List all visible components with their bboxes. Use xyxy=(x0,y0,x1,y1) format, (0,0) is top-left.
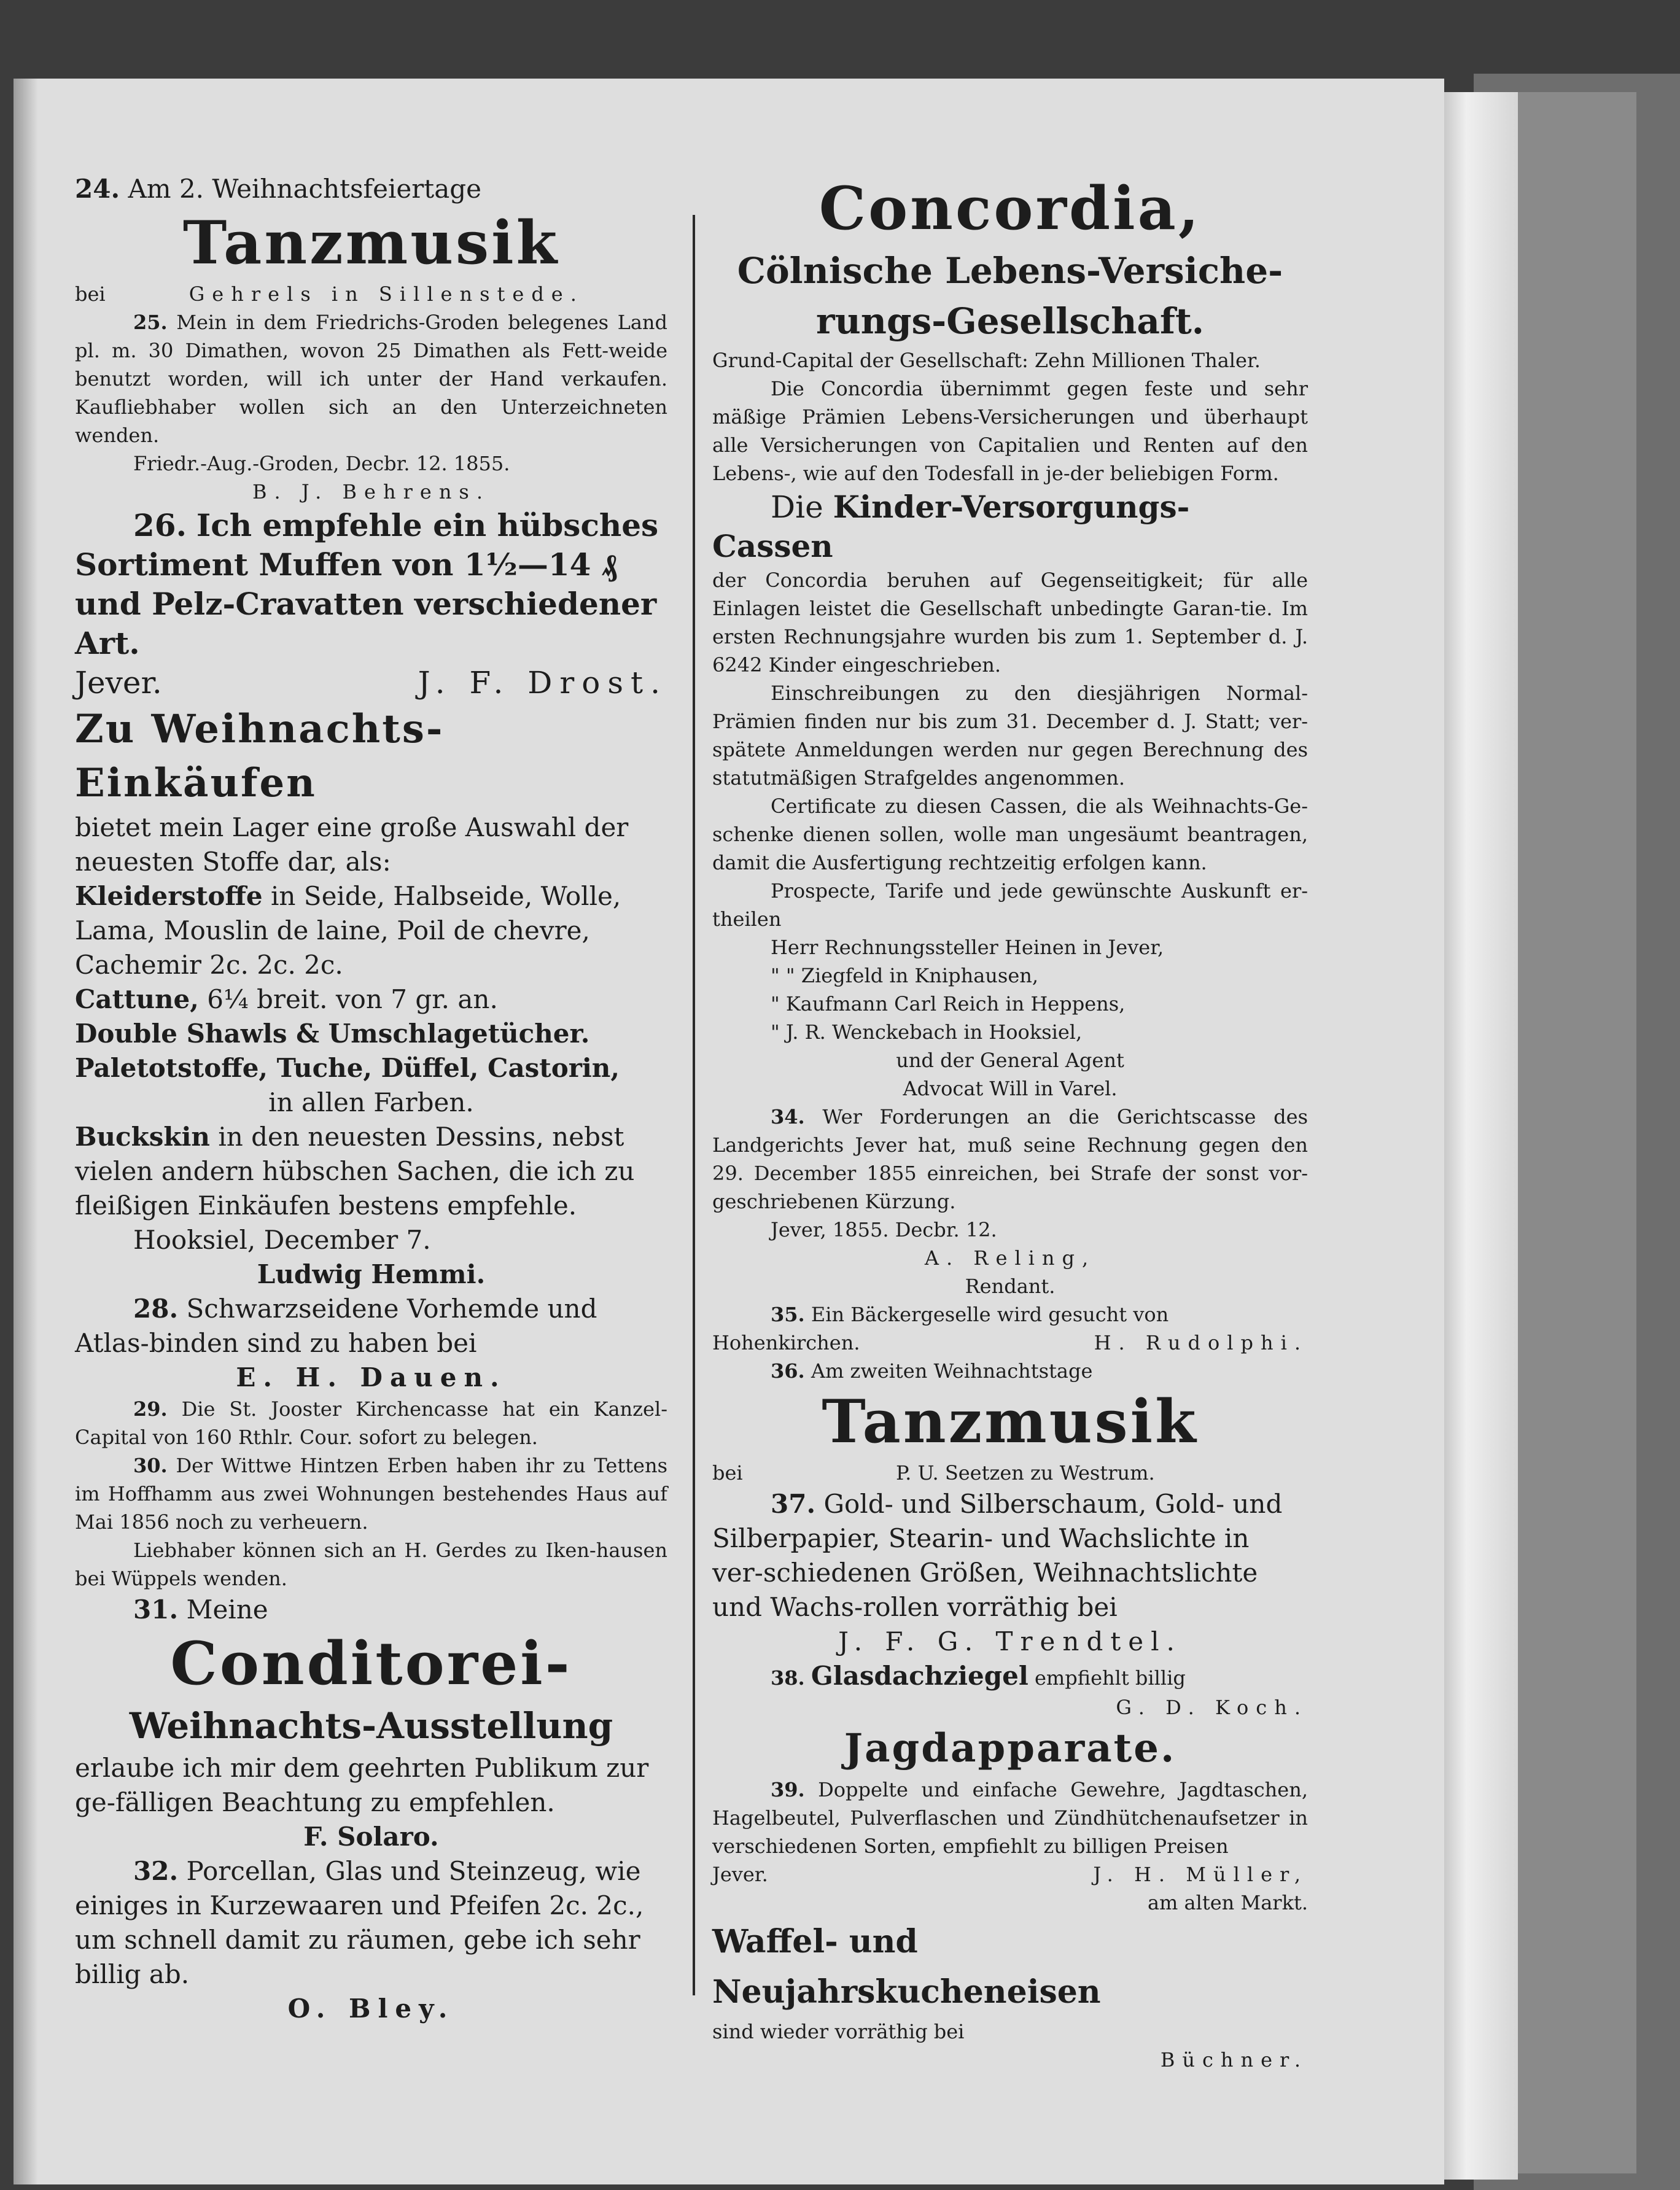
ad-number: 25. xyxy=(133,311,168,334)
ad-subhead: Paletotstoffe, Tuche, Düffel, Castorin, xyxy=(75,1053,620,1083)
ad-role: Rendant. xyxy=(965,1275,1056,1298)
ad-signature: B. J. Behrens. xyxy=(252,480,491,503)
ad-text-5: Prospecte, Tarife und jede gewünschte Auskunft er-theilen xyxy=(712,879,1308,931)
ad-line: Am zweiten Weihnachtstage xyxy=(811,1359,1093,1383)
ad-40 xyxy=(712,1917,1308,2074)
ad-text: Ich empfehle ein hübsches Sortiment Muffen von 1½—14 ₰ und Pelz-Cravatten verschiedener Art. xyxy=(75,507,659,661)
ad-subhead: Glasdachziegel xyxy=(811,1661,1029,1691)
page-edge xyxy=(1444,92,1518,2180)
ad-subhead: Buckskin xyxy=(75,1122,210,1152)
ad-agent: Herr Rechnungssteller Heinen in Jever, xyxy=(771,936,1164,959)
ad-text: Die St. Jooster Kirchencasse hat ein Kanzel-Capital von 160 Rthlr. Cour. sofort zu belegen. xyxy=(75,1397,668,1449)
ad-bei: bei xyxy=(75,282,106,306)
ad-25 xyxy=(75,308,667,506)
ad-signature: J. H. Müller, xyxy=(1093,1863,1308,1886)
ad-number: 38. xyxy=(771,1666,805,1690)
ad-text: 6¼ breit. von 7 gr. an. xyxy=(207,984,498,1014)
ad-signature: F. Solaro. xyxy=(303,1822,439,1852)
ad-text: Porcellan, Glas und Steinzeug, wie einiges in Kurzewaaren und Pfeifen 2c. 2c., um schnell damit zu räumen, gebe ich sehr billig ab. xyxy=(75,1856,644,1989)
ad-signature: J. F. Drost. xyxy=(418,665,667,701)
ad-27 xyxy=(75,702,667,1292)
ad-number: 32. xyxy=(133,1856,179,1886)
ad-text-4: Certificate zu diesen Cassen, die als Weihnachts-Ge-schenke dienen sollen, wolle man ungesäumt beantragen, damit die Ausfertigung rechtzeitig erfolgen kann. xyxy=(712,794,1308,874)
right-column xyxy=(712,172,1308,2074)
ad-32 xyxy=(75,1854,667,2026)
ad-signature: J. F. G. Trendtel. xyxy=(838,1626,1182,1656)
ad-title: Concordia, xyxy=(819,174,1202,243)
gutter-shadow xyxy=(14,79,38,2184)
ad-agent: " J. R. Wenckebach in Hooksiel, xyxy=(771,1020,1083,1044)
ad-number: 28. xyxy=(133,1294,179,1324)
ad-date: Friedr.-Aug.-Groden, Decbr. 12. 1855. xyxy=(133,452,510,475)
ad-host: Gehrels in Sillenstede. xyxy=(189,282,584,306)
ad-text-2: der Concordia beruhen auf Gegenseitigkeit; für alle Einlagen leistet die Gesellschaft unbedingte Garan-tie. Im ersten Rechnungsjahre wurden bis zum 1. September d. J. 6242 Kinder eingeschrieben. xyxy=(712,569,1308,677)
ad-host: P. U. Seetzen zu Westrum. xyxy=(896,1461,1155,1485)
ad-38 xyxy=(712,1659,1308,1722)
ad-intro: bietet mein Lager eine große Auswahl der neuesten Stoffe dar, als: xyxy=(75,812,629,877)
ad-number: 30. xyxy=(133,1454,168,1477)
ad-title: Waffel- und Neujahrskucheneisen xyxy=(712,1923,1101,2011)
ad-number: 24. xyxy=(75,174,120,204)
ad-subhead: Kinder-Versorgungs-Cassen xyxy=(712,489,1190,564)
ad-37 xyxy=(712,1487,1308,1659)
ad-date: Hooksiel, December 7. xyxy=(133,1225,431,1255)
ad-text: in den neuesten Dessins, nebst vielen andern hübschen Sachen, die ich zu fleißigen Einkäufen bestens empfehle. xyxy=(75,1122,635,1221)
ad-agent: " Kaufmann Carl Reich in Heppens, xyxy=(771,992,1126,1015)
ad-signature: H. Rudolphi. xyxy=(1094,1331,1308,1354)
ad-text: Mein in dem Friedrichs-Groden belegenes Land pl. m. 30 Dimathen, wovon 25 Dimathen als Fett-weide benutzt worden, will ich unter der Hand verkaufen. Kaufliebhaber wollen sich an den Unterzeichneten wenden. xyxy=(75,311,668,447)
ad-31 xyxy=(75,1593,667,1854)
ad-signature: Büchner. xyxy=(1160,2048,1308,2072)
ad-text-2: Liebhaber können sich an H. Gerdes zu Iken-hausen bei Wüppels wenden. xyxy=(75,1539,667,1590)
ad-29 xyxy=(75,1395,667,1451)
ad-24 xyxy=(75,172,667,308)
ad-number: 29. xyxy=(133,1397,168,1421)
ad-text: Ein Bäckergeselle wird gesucht von xyxy=(811,1303,1169,1326)
ad-place: Jever. xyxy=(712,1863,768,1886)
ad-signature: G. D. Koch. xyxy=(1116,1696,1308,1719)
ad-title: Tanzmusik xyxy=(822,1387,1199,1456)
ad-signature: A. Reling, xyxy=(924,1246,1096,1270)
ad-36 xyxy=(712,1357,1308,1487)
ad-28 xyxy=(75,1292,667,1395)
ad-number: 39. xyxy=(771,1778,805,1801)
column-divider xyxy=(693,215,695,1995)
ad-subhead: Cattune, xyxy=(75,984,199,1014)
ad-text: erlaube ich mir dem geehrten Publikum zur ge-fälligen Beachtung zu empfehlen. xyxy=(75,1753,649,1817)
ad-subtitle: Cölnische Lebens-Versiche-rungs-Gesellschaft. xyxy=(737,250,1283,342)
ad-agent: Advocat Will in Varel. xyxy=(903,1077,1118,1100)
ad-text: Wer Forderungen an die Gerichtscasse des Landgerichts Jever hat, muß seine Rechnung gegen den 29. December 1855 einreichen, bei Strafe der sonst vor-geschriebenen Kürzung. xyxy=(712,1105,1309,1213)
ad-title: Jagdapparate. xyxy=(844,1725,1176,1771)
ad-line: Meine xyxy=(186,1594,268,1625)
ad-die: Die xyxy=(771,489,823,525)
ad-number: 37. xyxy=(771,1489,816,1519)
ad-subhead: Double Shawls & Umschlagetücher. xyxy=(75,1019,590,1049)
ad-signature-2: am alten Markt. xyxy=(1147,1891,1308,1914)
ad-text: Gold- und Silberschaum, Gold- und Silberpapier, Stearin- und Wachslichte in ver-schiedenen Größen, Weihnachtslichte und Wachs-rollen vorräthig bei xyxy=(712,1489,1283,1622)
ad-title-2: Weihnachts-Ausstellung xyxy=(129,1705,613,1747)
ad-text: Die Concordia übernimmt gegen feste und sehr mäßige Prämien Lebens-Versicherungen und überhaupt alle Versicherungen von Capitalien und Renten auf den Lebens-, wie auf den Todesfall in je-der beliebigen Form. xyxy=(712,377,1308,485)
ad-capital: Grund-Capital der Gesellschaft: Zehn Millionen Thaler. xyxy=(712,349,1261,372)
ad-title: Tanzmusik xyxy=(182,208,560,278)
ad-number: 26. xyxy=(133,507,187,543)
ad-signature: Ludwig Hemmi. xyxy=(257,1259,486,1289)
ad-text: in Seide, Halbseide, Wolle, Lama, Mouslin de laine, Poil de chevre, Cachemir 2c. 2c. 2c. xyxy=(75,881,621,980)
ad-number: 36. xyxy=(771,1359,805,1383)
ad-place: Jever. xyxy=(75,665,162,701)
ad-34 xyxy=(712,1103,1308,1300)
ad-text: Schwarzseidene Vorhemde und Atlas-binden sind zu haben bei xyxy=(75,1294,597,1358)
ad-text: in allen Farben. xyxy=(268,1087,474,1117)
ad-30 xyxy=(75,1451,667,1593)
ad-agent: und der General Agent xyxy=(896,1049,1124,1072)
ad-text-3: Einschreibungen zu den diesjährigen Normal-Prämien finden nur bis zum 31. December d. J. Statt; ver-spätete Anmeldungen werden nur gegen Berechnung des statutmäßigen Strafgeldes angenommen. xyxy=(712,681,1308,790)
ad-title: Conditorei- xyxy=(170,1629,572,1698)
ad-signature: E. H. Dauen. xyxy=(236,1362,507,1392)
ad-bei: bei xyxy=(712,1461,743,1485)
ad-text: Der Wittwe Hintzen Erben haben ihr zu Tettens im Hoffhamm aus zwei Wohnungen bestehendes Haus auf Mai 1856 noch zu verheuern. xyxy=(75,1454,668,1534)
ad-text: sind wieder vorräthig bei xyxy=(712,2020,965,2043)
left-column xyxy=(75,172,667,2026)
ad-place: Hohenkirchen. xyxy=(712,1331,860,1354)
ad-number: 34. xyxy=(771,1105,805,1128)
ad-subhead: Kleiderstoffe xyxy=(75,881,263,911)
ad-number: 31. xyxy=(133,1594,179,1625)
ad-line: Am 2. Weihnachtsfeiertage xyxy=(128,174,481,204)
ad-39 xyxy=(712,1722,1308,1917)
ad-number: 35. xyxy=(771,1303,805,1326)
ad-text: empfiehlt billig xyxy=(1034,1666,1186,1690)
ad-text: Doppelte und einfache Gewehre, Jagdtaschen, Hagelbeutel, Pulverflaschen und Zündhütchenaufsetzer in verschiedenen Sorten, empfiehlt zu billigen Preisen xyxy=(712,1778,1308,1858)
ad-date: Jever, 1855. Decbr. 12. xyxy=(771,1218,997,1241)
ad-35 xyxy=(712,1300,1308,1357)
ad-agent: " " Ziegfeld in Kniphausen, xyxy=(771,964,1039,987)
ad-33 xyxy=(712,172,1308,1103)
ad-26 xyxy=(75,506,667,702)
ad-signature: O. Bley. xyxy=(287,1994,455,2024)
ad-title: Zu Weihnachts-Einkäufen xyxy=(75,706,445,806)
